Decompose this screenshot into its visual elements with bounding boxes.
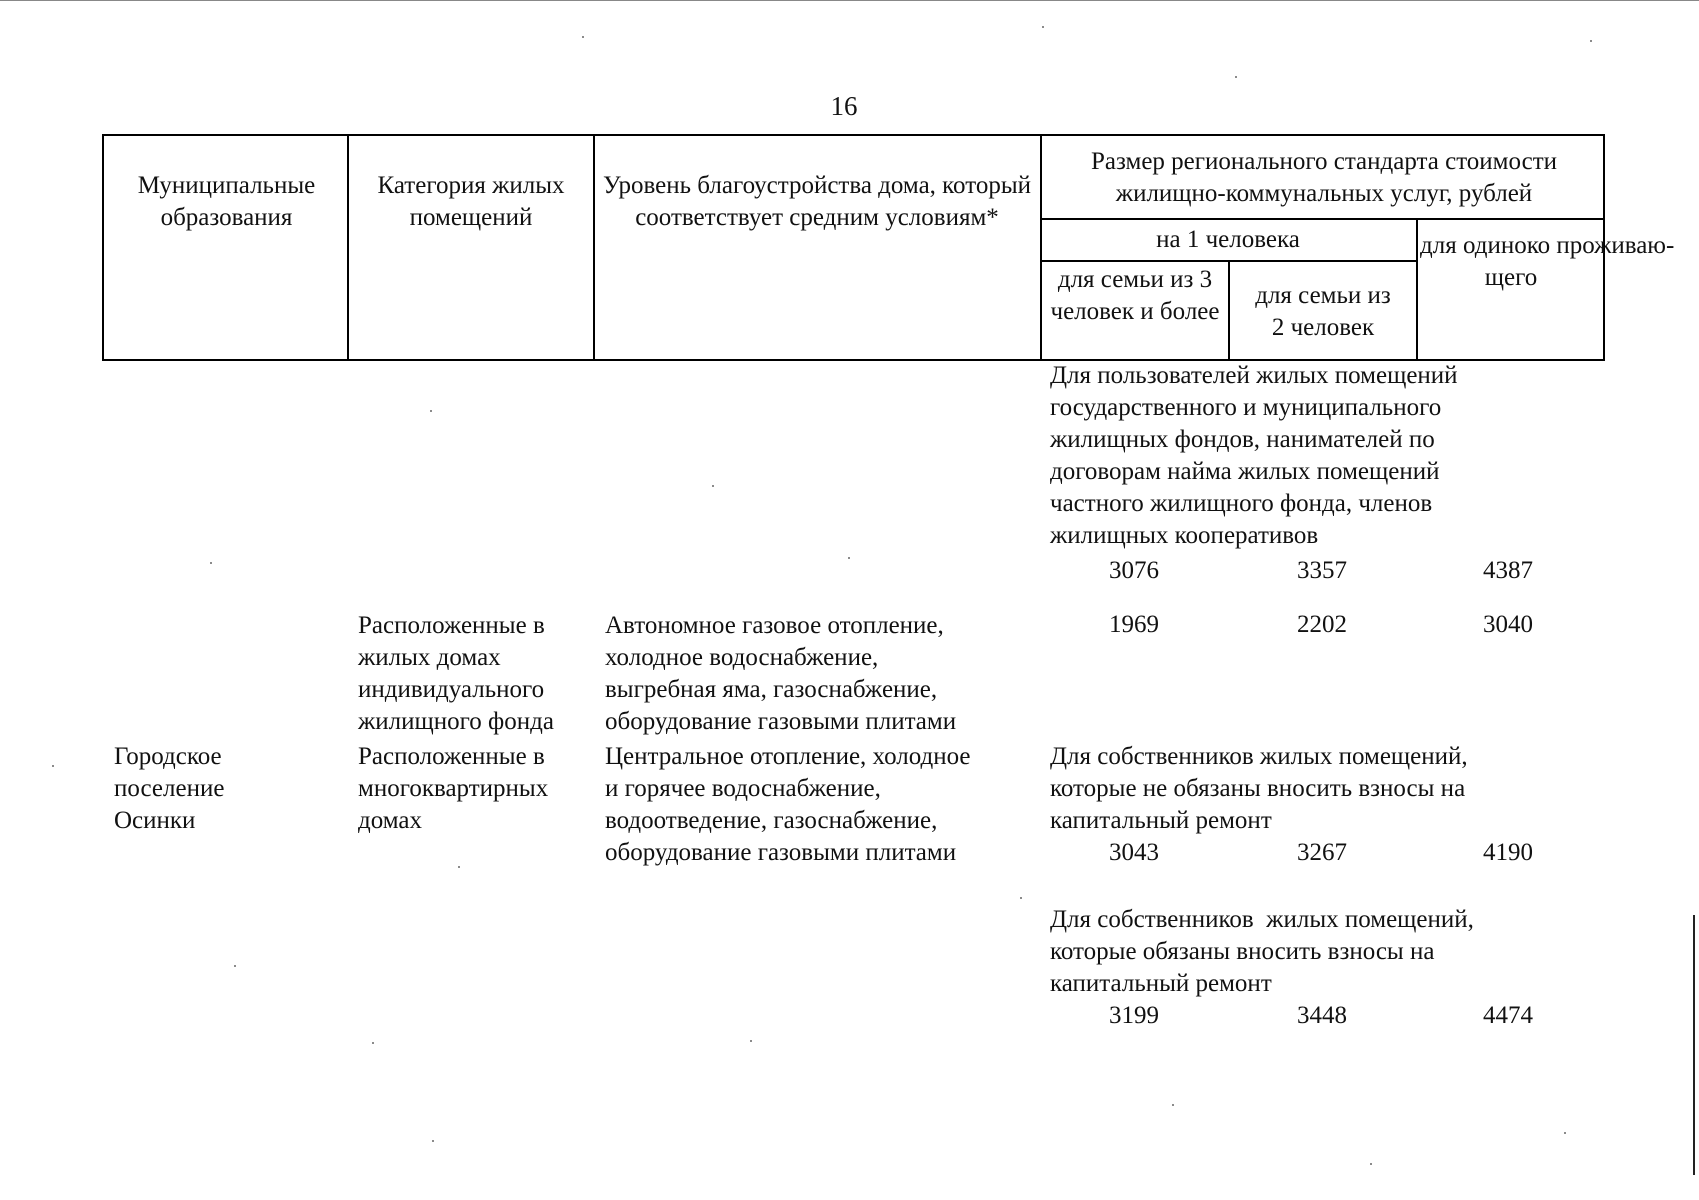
value-family-3: 3076 [1109,557,1159,584]
scan-speck [1020,897,1022,899]
value-single: 4387 [1483,557,1533,584]
scan-speck [1172,1104,1174,1106]
scan-speck [1042,26,1044,28]
level-autonomous-gas: Автономное газовое отопление, холодное водоснабжение, выгребная яма, газоснабжение, оборудование газовыми плитами [605,612,957,735]
level-central-heating: Центральное отопление, холодное и горячее водоснабжение, водоотведение, газоснабжение, оборудование газовыми плитами [605,743,971,866]
note-tenants: Для пользователей жилых помещений государственного и муниципального жилищных фондов, нанимателей по договорам найма жилых помещений частного жилищного фонда, членов жилищных кооперативов [1050,362,1458,549]
value-single: 4190 [1483,839,1533,866]
header-family-3: для семьи из 3 человек и более [1050,266,1220,325]
scan-speck [1235,76,1237,78]
scan-speck [582,36,584,38]
scan-speck [1564,1132,1566,1134]
note-owners-not-obliged: Для собственников жилых помещений, которые не обязаны вносить взносы на капитальный ремонт [1050,743,1468,834]
scan-speck [432,1140,434,1142]
table-header [102,134,1675,361]
column-divider [1228,260,1230,359]
column-divider [593,136,595,359]
column-divider [1040,136,1042,359]
header-standard: Размер регионального стандарта стоимости жилищно-коммунальных услуг, рублей [1090,148,1558,207]
value-family-2: 2202 [1297,611,1347,638]
scan-speck [750,1040,752,1042]
scan-speck [712,485,714,487]
value-family-3: 3199 [1109,1002,1159,1029]
category-apartment-buildings: Расположенные в многоквартирных домах [358,743,549,834]
scan-speck [430,410,432,412]
value-single: 4474 [1483,1002,1533,1029]
scan-right-edge [1693,915,1695,1175]
value-family-2: 3357 [1297,557,1347,584]
scan-top-edge [0,0,1699,1]
value-single: 3040 [1483,611,1533,638]
header-per-person: на 1 человека [1156,226,1300,253]
scan-speck [210,562,212,564]
scan-speck [234,965,236,967]
value-family-3: 3043 [1109,839,1159,866]
scan-speck [1590,40,1592,42]
page-number: 16 [830,91,858,121]
row-divider [1040,218,1603,220]
value-family-2: 3267 [1297,839,1347,866]
scan-speck [52,765,54,767]
column-divider [1416,218,1418,359]
column-divider [347,136,349,359]
header-level: Уровень благоустройства дома, который соответствует средним условиям* [603,172,1031,231]
category-individual-houses: Расположенные в жилых домах индивидуального жилищного фонда [358,612,554,735]
scan-speck [372,1042,374,1044]
header-category: Категория жилых помещений [377,172,565,231]
scan-speck [458,866,460,868]
value-family-3: 1969 [1109,611,1159,638]
municipality-osinki: Городское поселение Осинки [114,743,225,834]
note-owners-obliged: Для собственников жилых помещений, которые обязаны вносить взносы на капитальный ремонт [1050,906,1474,997]
value-family-2: 3448 [1297,1002,1347,1029]
scan-speck [1370,1163,1372,1165]
header-single: для одиноко проживаю- щего [1420,232,1675,291]
header-family-2: для семьи из 2 человек [1255,282,1391,341]
header-municipality: Муниципальные образования [137,172,316,231]
scan-speck [848,557,850,559]
